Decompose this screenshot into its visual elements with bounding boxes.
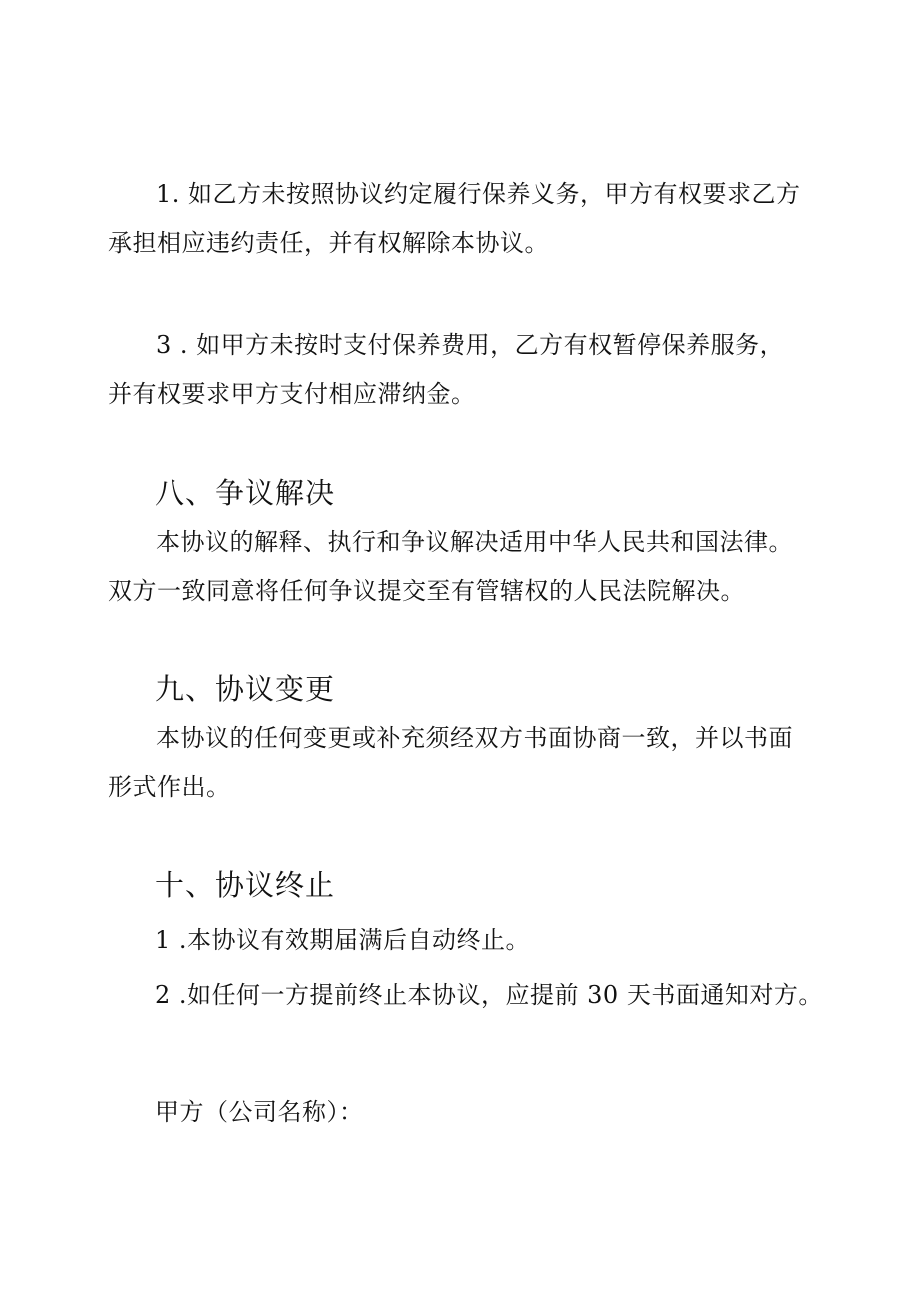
section-10-item-2: 2 .如任何一方提前终止本协议，应提前 30 天书面通知对方。: [155, 981, 823, 1009]
party-a-label: 甲方（公司名称）：: [155, 1098, 364, 1126]
section-8-paragraph: [108, 518, 808, 616]
section-9-body: 本协议的任何变更或补充须经双方书面协商一致，并以书面形式作出。: [108, 724, 793, 801]
section-10-heading: 十、协议终止: [155, 868, 336, 902]
clause-1-paragraph: [108, 170, 808, 268]
section-9-paragraph: [108, 714, 808, 812]
clause-3-text: 3 . 如甲方未按时支付保养费用，乙方有权暂停保养服务，并有权要求甲方支付相应滞纳金。: [108, 331, 785, 408]
clause-3-paragraph: [108, 321, 808, 419]
clause-1-text: 1. 如乙方未按照协议约定履行保养义务，甲方有权要求乙方承担相应违约责任，并有权解除本协议。: [108, 180, 801, 257]
section-10-item-1: 1 .本协议有效期届满后自动终止。: [155, 926, 531, 954]
section-9-heading: 九、协议变更: [155, 672, 336, 706]
section-8-heading: 八、争议解决: [155, 476, 336, 510]
section-8-body: 本协议的解释、执行和争议解决适用中华人民共和国法律。双方一致同意将任何争议提交至有管辖权的人民法院解决。: [108, 528, 793, 605]
